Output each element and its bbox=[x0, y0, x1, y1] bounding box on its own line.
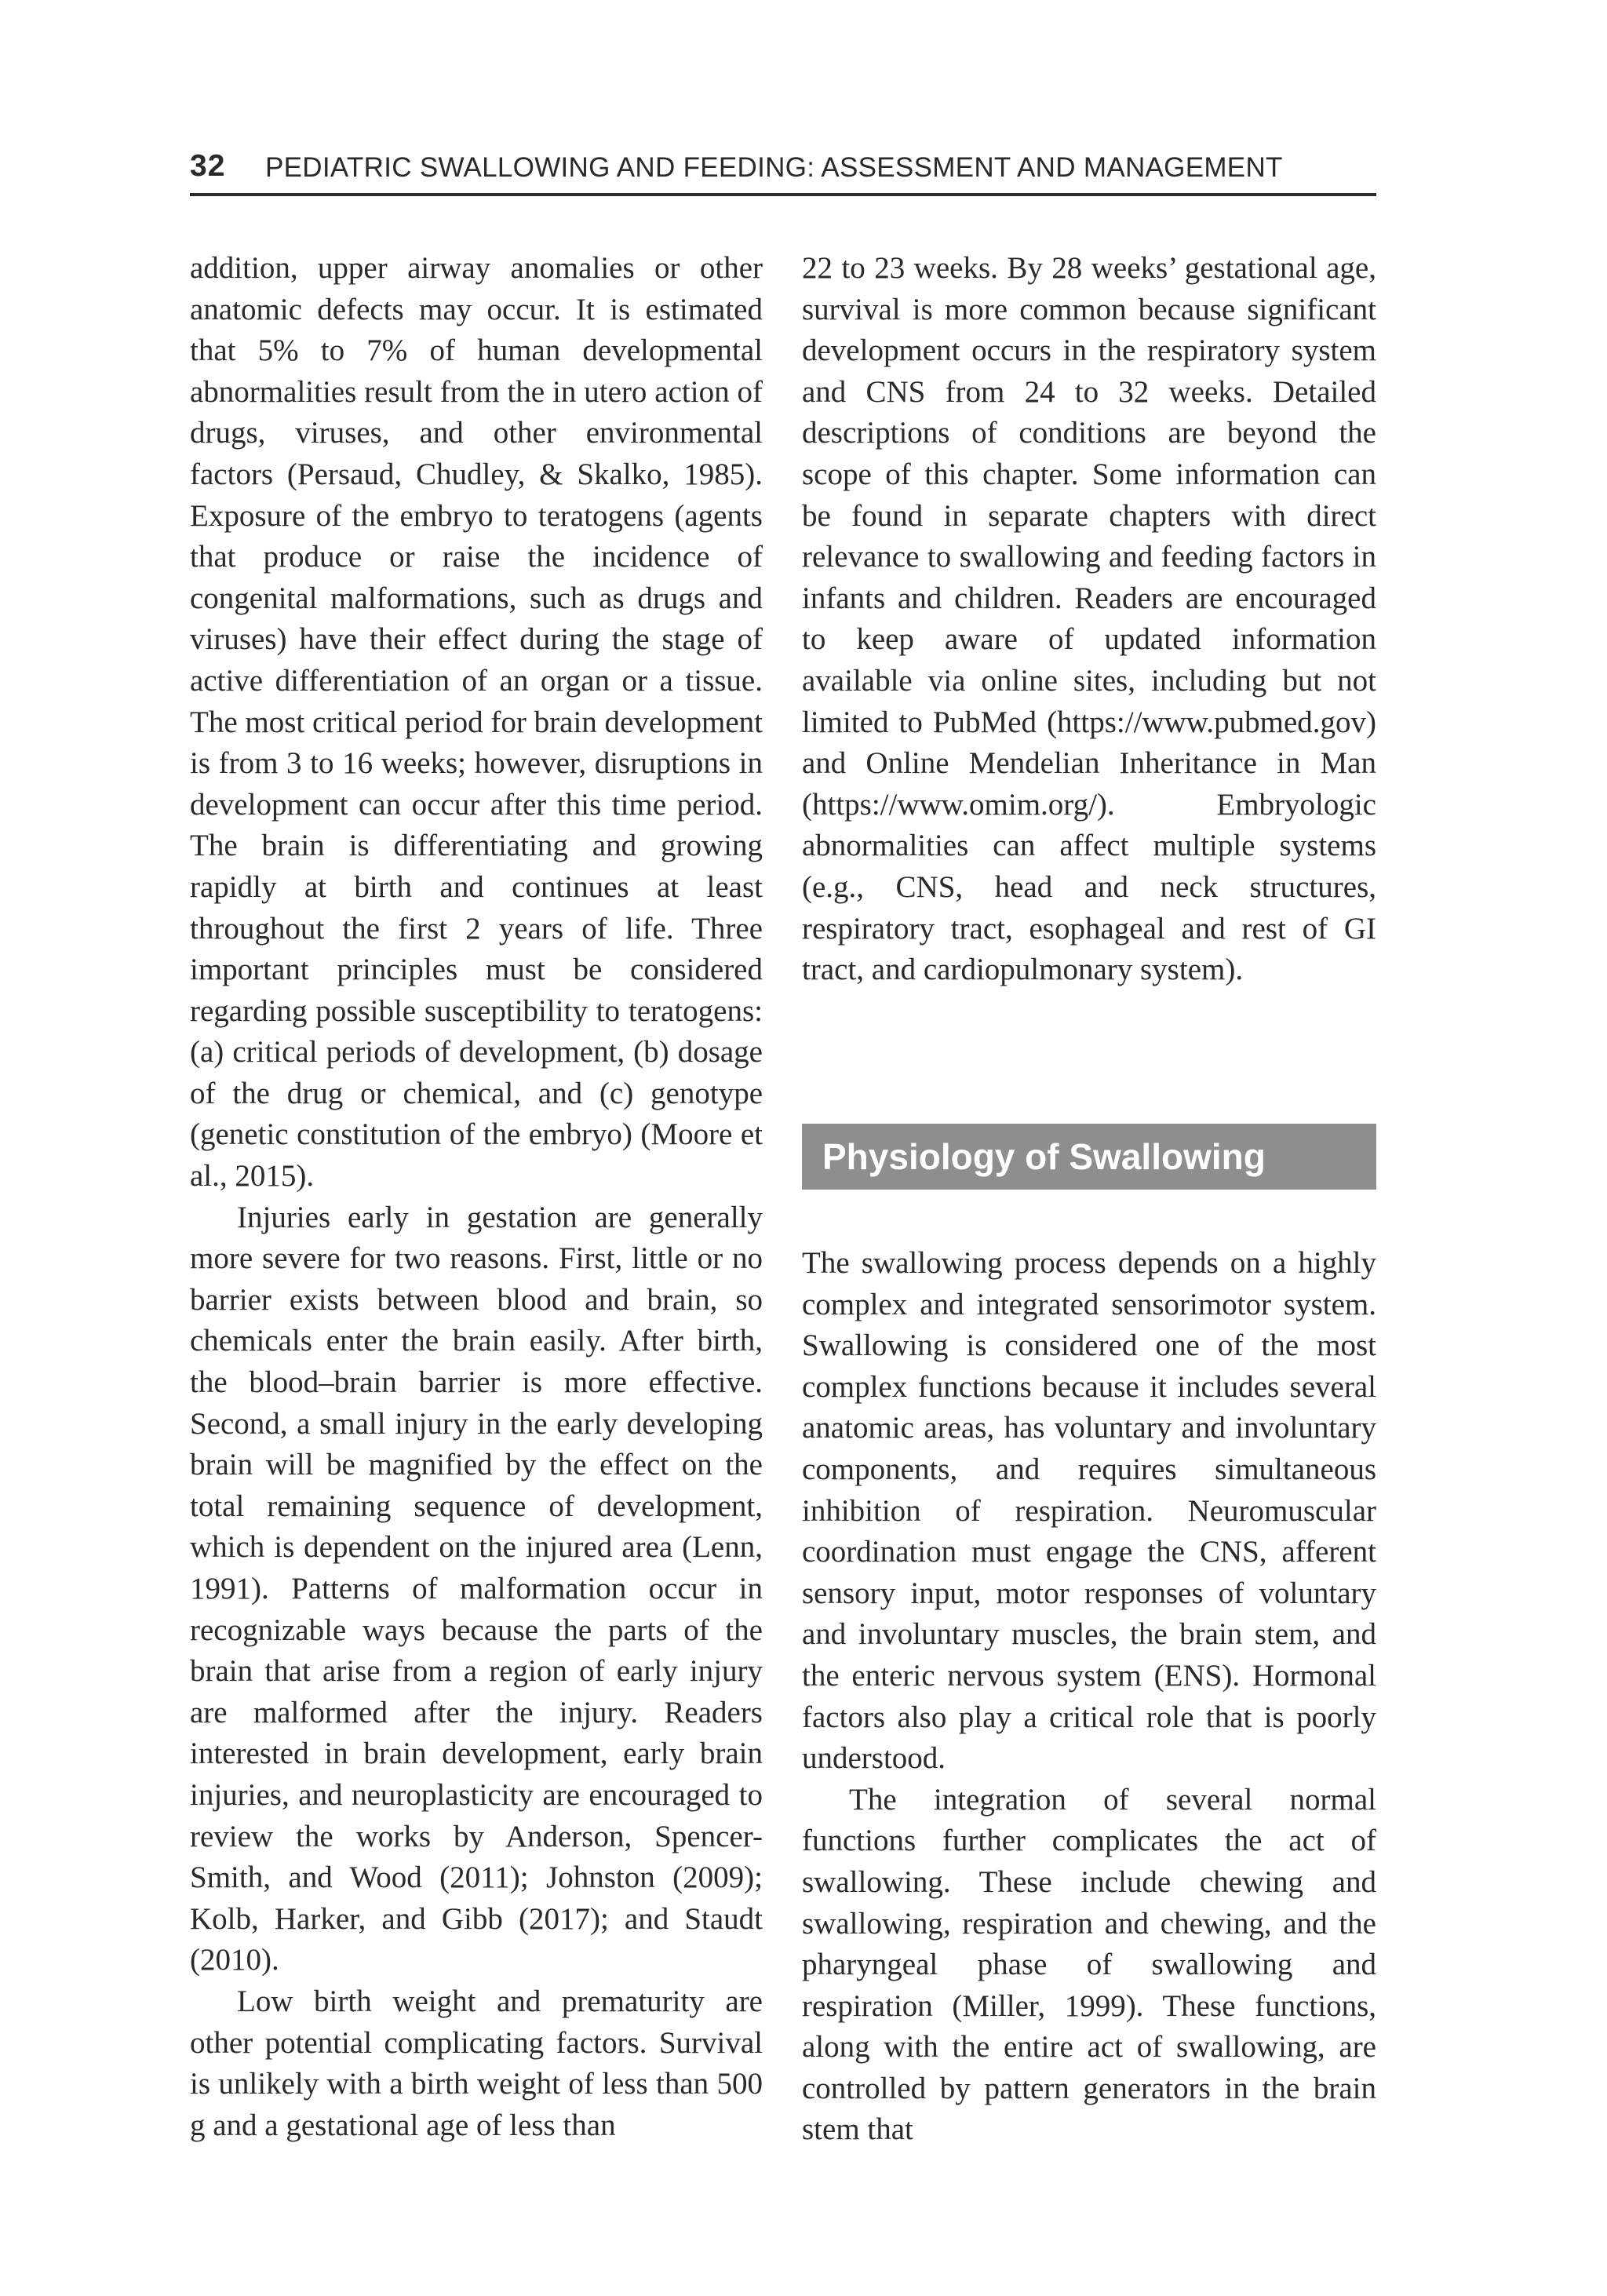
paragraph: Low birth weight and prematurity are other potential complicating factors. Survival is unlikely with a birth weight of less than 500 g and a gestational age of less than bbox=[190, 1984, 763, 2142]
running-header bbox=[190, 146, 1376, 196]
paragraph: Injuries early in gestation are generally more severe for two reasons. First, little or no barrier exists between blood and brain, so chemicals enter the brain easily. After birth, the blood–brain barrier is more effective. Second, a small injury in the early developing brain will be magnified by the effect on the total remaining sequence of development, which is dependent on the injured area (Lenn, 1991). Patterns of malformation occur in recognizable ways because the parts of the brain that arise from a region of early injury are malformed after the injury. Readers interested in brain development, early brain injuries, and neuroplasticity are encouraged to review the works by Anderson, Spencer-Smith, and Wood (2011); Johnston (2009); Kolb, Harker, and Gibb (2017); and Staudt (2010). bbox=[190, 1200, 763, 1977]
page-number: 32 bbox=[190, 149, 226, 183]
right-column-upper bbox=[802, 248, 1376, 991]
paragraph: addition, upper airway anomalies or other anatomic defects may occur. It is estimated that 5% to 7% of human developmental abnormalities result from the in utero action of drugs, viruses, and other environmental factors (Persaud, Chudley, & Skalko, 1985). Exposure of the embryo to teratogens (agents that produce or raise the incidence of congenital malformations, such as drugs and viruses) have their effect during the stage of active differentiation of an organ or a tissue. The most critical period for brain development is from 3 to 16 weeks; however, disruptions in development can occur after this time period. The brain is differentiating and growing rapidly at birth and continues at least throughout the first 2 years of life. Three important principles must be considered regarding possible susceptibility to teratogens: (a) critical periods of development, (b) dosage of the drug or chemical, and (c) genotype (genetic constitution of the embryo) (Moore et al., 2015). bbox=[190, 251, 763, 1194]
paragraph: 22 to 23 weeks. By 28 weeks’ gestational age, survival is more common because significant development occurs in the respiratory system and CNS from 24 to 32 weeks. Detailed descriptions of conditions are beyond the scope of this chapter. Some information can be found in separate chapters with direct relevance to swallowing and feeding factors in infants and children. Readers are encouraged to keep aware of updated information available via online sites, including but not limited to PubMed (https://www.pubmed.gov) and Online Mendelian Inheritance in Man (https://www.omim.org/). Embryologic abnormalities can affect multiple systems (e.g., CNS, head and neck structures, respiratory tract, esophageal and rest of GI tract, and cardiopulmonary system). bbox=[802, 251, 1376, 987]
running-title: PEDIATRIC SWALLOWING AND FEEDING: ASSESSMENT AND MANAGEMENT bbox=[265, 152, 1283, 183]
right-column-lower bbox=[802, 1243, 1376, 2151]
paragraph: The swallowing process depends on a highly complex and integrated sensorimotor system. Swallowing is considered one of the most complex functions because it includes several anatomic areas, has voluntary and involuntary components, and requires simultaneous inhibition of respiration. Neuromuscular coordination must engage the CNS, afferent sensory input, motor responses of voluntary and involuntary muscles, the brain stem, and the enteric nervous system (ENS). Hormonal factors also play a critical role that is poorly understood. bbox=[802, 1246, 1376, 1776]
left-column bbox=[190, 248, 763, 2146]
paragraph: The integration of several normal functions further complicates the act of swallowing. These include chewing and swallowing, respiration and chewing, and the pharyngeal phase of swallowing and respiration (Miller, 1999). These functions, along with the entire act of swallowing, are controlled by pattern generators in the brain stem that bbox=[802, 1782, 1376, 2147]
section-heading: Physiology of Swallowing bbox=[802, 1124, 1376, 1190]
